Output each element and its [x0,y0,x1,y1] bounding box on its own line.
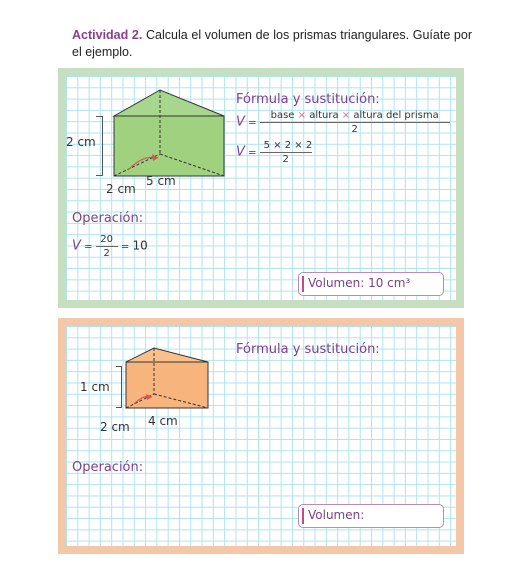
volume-input-label: Volumen: [308,508,365,522]
volume-result-text: Volumen: 10 cm³ [308,276,411,290]
green-prism-figure [106,82,226,182]
operation-expression: V = $\frac{20}{2}$ = 10 [72,234,148,259]
operation-result: 10 [132,238,148,253]
dim-base-label: 2 cm [100,420,130,434]
formula-title: Fórmula y sustitución: [236,92,380,107]
result-marker [302,276,304,292]
formula-general [236,110,450,135]
example-grid [66,76,456,300]
formula-substitution: V = $\frac{5 \times 2 \times 2}{2}$ [236,140,313,165]
height-bracket [116,366,122,408]
orange-prism-figure [118,342,218,422]
height-bracket [96,116,103,176]
example-card [58,68,464,308]
operation-denominator: 2 [103,248,110,259]
operation-title: Operación: [72,211,144,226]
activity-label: Actividad 2. [72,28,143,42]
instruction-text [72,27,472,61]
dim-height-label: 2 cm [66,135,96,149]
dim-length-label: 5 cm [146,174,176,188]
operation-numerator: 20 [96,234,118,247]
formula-title: Fórmula y sustitución: [236,342,380,357]
exercise-grid [66,326,456,546]
exercise-card [58,318,464,554]
formula-eq: = [248,117,257,129]
volume-result-box [298,272,444,296]
dim-base-label: 2 cm [106,182,136,196]
operation-fraction [96,234,118,259]
operation-title: Operación: [72,460,144,475]
substitution-numerator: 5 × 2 × 2 [260,140,312,153]
dim-length-label: 4 cm [148,414,178,428]
substitution-denominator: 2 [282,154,289,165]
dim-height-label: 1 cm [80,380,110,394]
volume-input-box[interactable] [298,504,444,528]
formula-v: V [236,114,245,130]
formula-fraction [260,110,450,135]
instruction-body: Calcula el volumen de los prismas triangulares. Guíate por el ejemplo. [72,28,472,59]
formula-numerator: base × altura × altura del prisma [260,110,450,123]
result-marker [302,508,304,524]
substitution-fraction [260,140,312,165]
formula-denominator: 2 [351,124,358,135]
